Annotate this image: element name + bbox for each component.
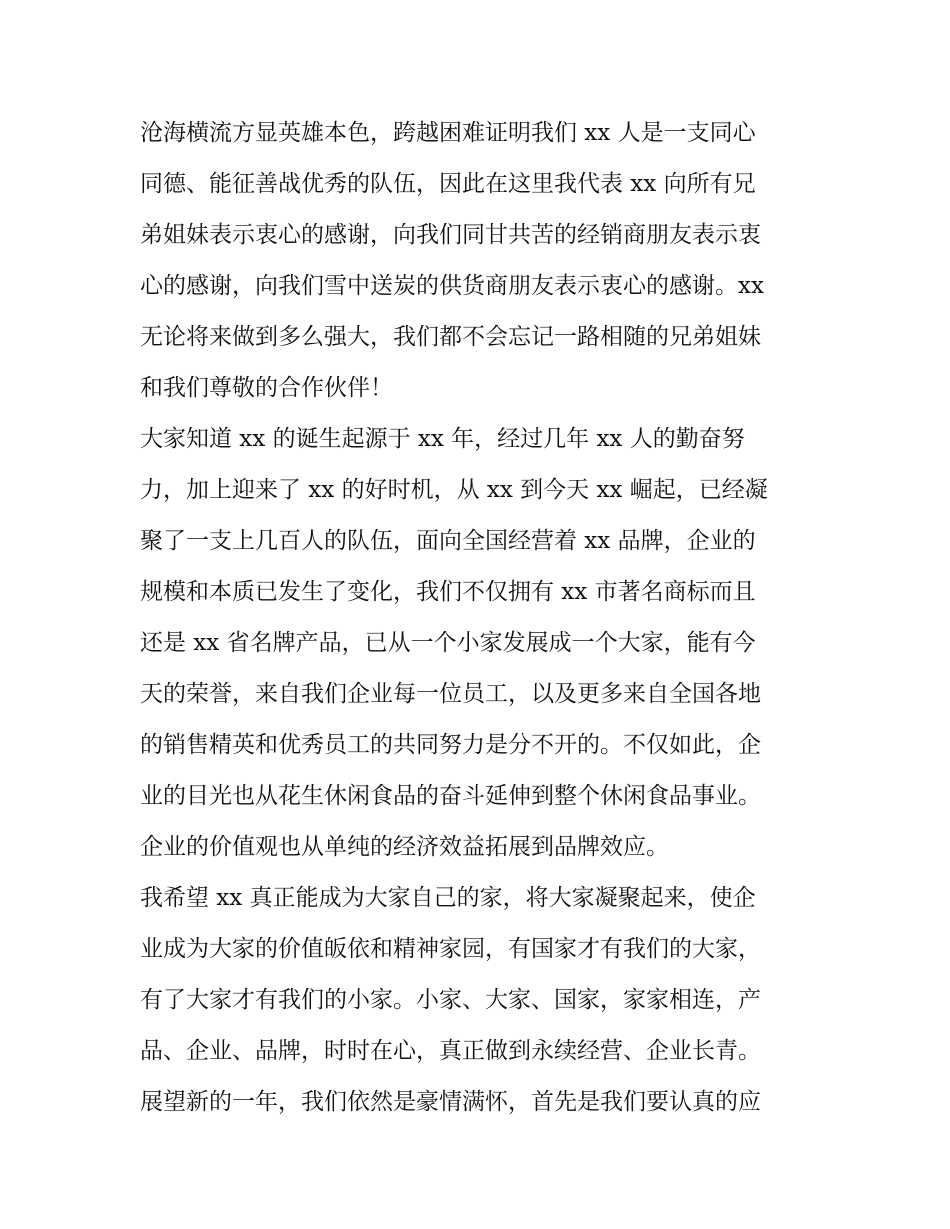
- text-line: 和我们尊敬的合作伙伴！: [140, 375, 393, 401]
- text-line: 品、企业、品牌，时时在心，真正做到永续经营、企业长青。: [140, 1038, 761, 1064]
- text-line: 心的感谢，向我们雪中送炭的供货商朋友表示衷心的感谢。xx: [140, 273, 764, 299]
- text-line: 的销售精英和优秀员工的共同努力是分不开的。不仅如此，企: [140, 732, 761, 758]
- text-line: 沧海横流方显英雄本色，跨越困难证明我们 xx 人是一支同心: [140, 120, 756, 146]
- text-line: 展望新的一年，我们依然是豪情满怀，首先是我们要认真的应: [140, 1089, 761, 1115]
- text-line: 有了大家才有我们的小家。小家、大家、国家，家家相连，产: [140, 987, 761, 1013]
- text-line: 还是 xx 省名牌产品，已从一个小家发展成一个大家，能有今: [140, 630, 756, 656]
- text-line: 弟姐妹表示衷心的感谢，向我们同甘共苦的经销商朋友表示衷: [140, 222, 761, 248]
- text-line: 同德、能征善战优秀的队伍，因此在这里我代表 xx 向所有兄: [140, 171, 756, 197]
- text-line: 大家知道 xx 的诞生起源于 xx 年，经过几年 xx 人的勤奋努: [140, 426, 745, 452]
- text-line: 业成为大家的价值皈依和精神家园，有国家才有我们的大家，: [140, 936, 761, 962]
- text-line: 力，加上迎来了 xx 的好时机，从 xx 到今天 xx 崛起，已经凝: [140, 477, 768, 503]
- text-line: 聚了一支上几百人的队伍，面向全国经营着 xx 品牌，企业的: [140, 528, 756, 554]
- text-line: 企业的价值观也从单纯的经济效益拓展到品牌效应。: [140, 834, 669, 860]
- text-line: 业的目光也从花生休闲食品的奋斗延伸到整个休闲食品事业。: [140, 783, 761, 809]
- text-line: 我希望 xx 真正能成为大家自己的家，将大家凝聚起来，使企: [140, 885, 756, 911]
- text-line: 无论将来做到多么强大，我们都不会忘记一路相随的兄弟姐妹: [140, 324, 761, 350]
- text-line: 天的荣誉，来自我们企业每一位员工，以及更多来自全国各地: [140, 681, 761, 707]
- text-line: 规模和本质已发生了变化，我们不仅拥有 xx 市著名商标而且: [140, 579, 756, 605]
- document-body: [140, 108, 830, 1128]
